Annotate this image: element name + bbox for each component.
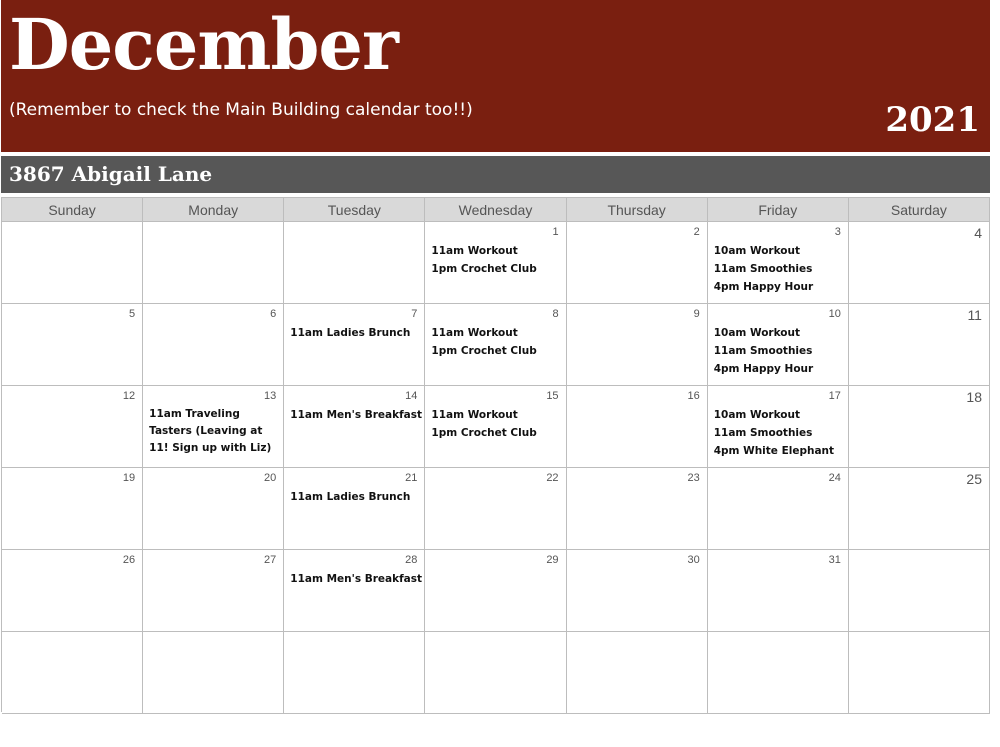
day-number: 21 [405, 472, 418, 484]
day-number: 19 [122, 472, 136, 484]
event-list [149, 406, 277, 457]
day-number: 23 [687, 472, 700, 484]
day-number: 29 [546, 554, 559, 566]
day-number: 4 [974, 225, 982, 241]
day-number: 2 [693, 226, 700, 238]
weekday-saturday: Saturday [849, 198, 990, 222]
event-item: 11am Smoothies [713, 345, 813, 357]
day-cell[interactable] [849, 550, 990, 632]
event-item: 4pm Happy Hour [713, 281, 814, 293]
weekday-friday: Friday [708, 198, 849, 222]
day-cell[interactable] [425, 386, 566, 468]
event-item: 4pm White Elephant [713, 445, 835, 457]
day-cell[interactable] [284, 632, 425, 714]
event-item: 11am Men's Breakfast [290, 573, 423, 585]
day-cell[interactable] [2, 304, 143, 386]
event-item: 11am Smoothies [713, 427, 813, 439]
event-item: 1pm Crochet Club [431, 427, 537, 439]
event-item: 4pm Happy Hour [713, 363, 814, 375]
day-cell[interactable] [284, 468, 425, 550]
day-cell[interactable] [708, 632, 849, 714]
day-cell[interactable] [567, 632, 708, 714]
day-number: 12 [122, 390, 136, 402]
day-cell[interactable] [143, 632, 284, 714]
month-title: December [9, 3, 398, 86]
day-number: 18 [966, 389, 982, 405]
event-list [714, 324, 842, 378]
day-number: 30 [687, 554, 700, 566]
day-number: 1 [552, 226, 559, 238]
day-cell[interactable] [284, 222, 425, 304]
day-number: 17 [828, 390, 841, 402]
event-list [290, 570, 423, 588]
day-cell[interactable] [708, 468, 849, 550]
event-item: 10am Workout [713, 245, 801, 257]
event-list [290, 324, 418, 342]
year-label: 2021 [885, 100, 980, 140]
day-cell[interactable] [284, 304, 425, 386]
day-number: 13 [264, 390, 277, 402]
week-row [2, 386, 990, 468]
day-cell[interactable] [567, 304, 708, 386]
event-list [431, 324, 559, 360]
day-cell[interactable] [425, 468, 566, 550]
weekday-wednesday: Wednesday [425, 198, 566, 222]
event-list [290, 406, 423, 424]
day-cell[interactable] [425, 550, 566, 632]
day-cell[interactable] [425, 222, 566, 304]
day-number: 10 [828, 308, 841, 320]
day-cell[interactable] [284, 550, 425, 632]
event-list [431, 406, 559, 442]
event-list [431, 242, 559, 278]
weekday-tuesday: Tuesday [284, 198, 425, 222]
reminder-note: (Remember to check the Main Building calendar too!!) [9, 100, 473, 120]
day-number: 24 [828, 472, 841, 484]
address-bar [1, 156, 990, 193]
day-cell[interactable] [2, 550, 143, 632]
day-number: 20 [264, 472, 277, 484]
day-cell[interactable] [849, 386, 990, 468]
day-cell[interactable] [849, 304, 990, 386]
day-cell[interactable] [425, 632, 566, 714]
day-number: 6 [270, 308, 277, 320]
weekday-sunday: Sunday [2, 198, 143, 222]
event-list [714, 242, 842, 296]
event-item: 10am Workout [713, 409, 801, 421]
day-cell[interactable] [2, 632, 143, 714]
day-cell[interactable] [143, 468, 284, 550]
event-item: 11am Ladies Brunch [290, 327, 411, 339]
day-cell[interactable] [708, 550, 849, 632]
calendar-weeks [2, 222, 990, 714]
day-number: 8 [552, 308, 559, 320]
day-cell[interactable] [143, 222, 284, 304]
day-cell[interactable] [708, 386, 849, 468]
event-item: 11am Workout [431, 409, 518, 421]
day-number: 28 [405, 554, 418, 566]
day-number: 14 [405, 390, 418, 402]
day-number: 25 [966, 471, 982, 487]
day-number: 11 [967, 307, 982, 323]
day-number: 3 [834, 226, 841, 238]
day-cell[interactable] [2, 222, 143, 304]
day-cell[interactable] [849, 222, 990, 304]
event-item: 10am Workout [713, 327, 801, 339]
event-item: 1pm Crochet Club [431, 345, 537, 357]
day-cell[interactable] [143, 550, 284, 632]
day-cell[interactable] [567, 468, 708, 550]
week-row [2, 304, 990, 386]
day-number: 31 [828, 554, 841, 566]
day-cell[interactable] [143, 386, 284, 468]
event-item: 11am Smoothies [713, 263, 813, 275]
day-number: 26 [122, 554, 136, 566]
day-cell[interactable] [2, 468, 143, 550]
week-row [2, 468, 990, 550]
day-cell[interactable] [2, 386, 143, 468]
day-cell[interactable] [143, 304, 284, 386]
day-cell[interactable] [425, 304, 566, 386]
event-list [290, 488, 418, 506]
day-cell[interactable] [567, 386, 708, 468]
day-cell[interactable] [567, 222, 708, 304]
calendar-header [1, 0, 990, 152]
weekday-monday: Monday [143, 198, 284, 222]
day-cell[interactable] [708, 222, 849, 304]
day-cell[interactable] [849, 632, 990, 714]
day-cell[interactable] [284, 386, 425, 468]
event-item: 11am Ladies Brunch [290, 491, 411, 503]
event-item: 1pm Crochet Club [431, 263, 537, 275]
weekday-thursday: Thursday [567, 198, 708, 222]
event-item: 11am Workout [431, 245, 518, 257]
event-list [714, 406, 842, 460]
day-number: 15 [546, 390, 559, 402]
week-row [2, 222, 990, 304]
address-label: 3867 Abigail Lane [9, 162, 213, 186]
day-number: 9 [693, 308, 700, 320]
event-item: 11am Men's Breakfast [290, 409, 423, 421]
event-item: 11am Traveling Tasters (Leaving at 11! Sign up with Liz) [149, 408, 272, 454]
day-cell[interactable] [708, 304, 849, 386]
day-cell[interactable] [849, 468, 990, 550]
day-number: 5 [129, 308, 136, 320]
calendar-grid [1, 197, 990, 712]
day-number: 22 [546, 472, 559, 484]
week-row [2, 632, 990, 714]
week-row [2, 550, 990, 632]
day-number: 27 [264, 554, 277, 566]
day-number: 16 [687, 390, 700, 402]
day-cell[interactable] [567, 550, 708, 632]
day-number: 7 [411, 308, 418, 320]
weekday-header-row [2, 198, 990, 222]
event-item: 11am Workout [431, 327, 518, 339]
